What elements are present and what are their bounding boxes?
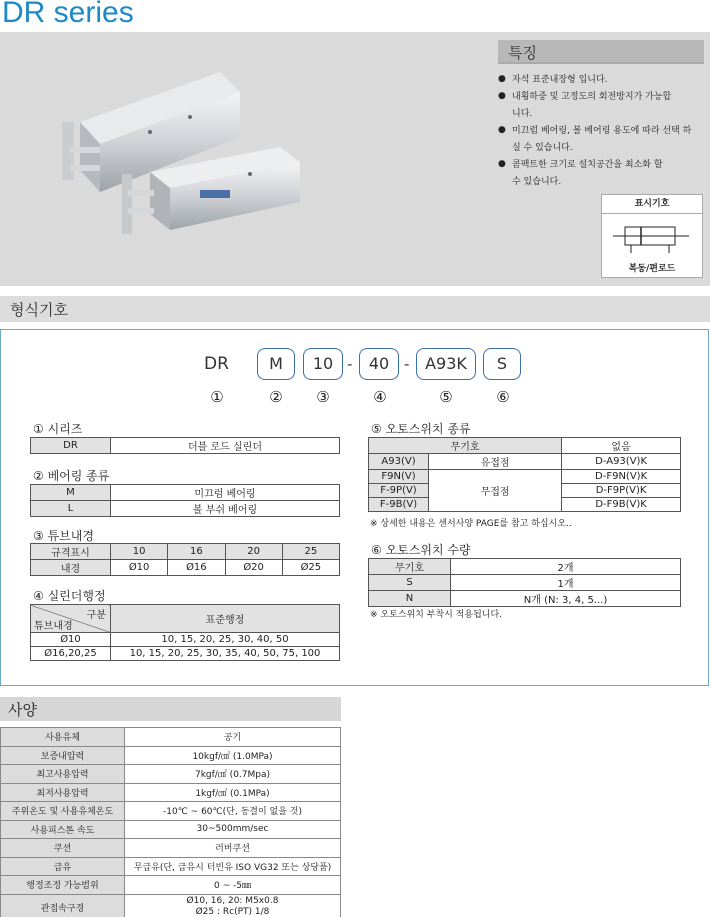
feature-item: ● 내횡하중 및 고정도의 회전방지가 가능합니다. [498, 89, 704, 123]
marker: ① [210, 388, 224, 406]
table-row [1, 783, 341, 802]
port-line: Ø25 : Rc(PT) 1/8 [195, 907, 270, 917]
table-cell: Ø10 [31, 633, 111, 647]
table-cell: 볼 부쉬 베어링 [111, 501, 340, 517]
code-series: DR [204, 354, 229, 374]
code-bearing: M [257, 348, 295, 380]
feature-item: ● 미끄럼 베어링, 볼 베어링 용도에 따라 선택 하실 수 있습니다. [498, 123, 704, 157]
qty-table [368, 558, 681, 607]
table-cell: Ø16,20,25 [31, 647, 111, 661]
table-cell: Ø20 [225, 560, 282, 576]
switch-table [368, 437, 681, 512]
spec-value: 10kgf/㎠ (1.0MPa) [125, 746, 341, 765]
table-row [369, 470, 681, 484]
series-table [30, 437, 340, 454]
feature-item: ● 자석 표준내장형 입니다. [498, 72, 704, 89]
spec-key: 사용유체 [1, 728, 125, 747]
cylinder-symbol-icon [603, 219, 703, 261]
symbol-box [601, 194, 703, 278]
table-cell: Ø16 [168, 560, 225, 576]
table-cell: L [31, 501, 111, 517]
spec-key: 급유 [1, 857, 125, 876]
spec-value [125, 894, 341, 917]
spec-value: 7kgf/㎠ (0.7Mpa) [125, 765, 341, 784]
table-row [369, 575, 681, 591]
code-stroke: 40 [359, 348, 399, 380]
table-row [31, 633, 340, 647]
code-qty: S [483, 348, 521, 380]
table-cell: D-A93(V)K [562, 454, 681, 470]
model-heading: 형식기호 [0, 296, 710, 322]
code-dash: - [404, 355, 410, 373]
series-label: ① 시리즈 [33, 422, 83, 436]
table-row [1, 839, 341, 858]
table-cell: D-F9N(V)K [562, 470, 681, 484]
table-row [1, 857, 341, 876]
table-cell: 더블 로드 실린더 [111, 438, 340, 454]
table-row [1, 728, 341, 747]
table-cell: 유접점 [429, 454, 562, 470]
spec-heading: 사양 [0, 697, 341, 721]
spec-key: 사용피스톤 속도 [1, 820, 125, 839]
table-cell: F9N(V) [369, 470, 429, 484]
marker: ② [269, 388, 283, 406]
code-switch: A93K [416, 348, 476, 380]
spec-key: 최저사용압력 [1, 783, 125, 802]
table-cell: Ø25 [282, 560, 339, 576]
spec-value: -10℃ ~ 60℃(단, 동결이 없을 것) [125, 802, 341, 821]
table-cell: 없음 [562, 438, 681, 454]
stroke-label: ④ 실린더행정 [33, 589, 106, 603]
table-cell: 표준행정 [111, 605, 340, 633]
spec-key: 최고사용압력 [1, 765, 125, 784]
port-line: Ø10, 16, 20: M5x0.8 [186, 896, 279, 906]
table-row [31, 501, 340, 517]
table-row [1, 820, 341, 839]
table-row [369, 438, 681, 454]
table-cell: D-F9P(V)K [562, 484, 681, 498]
table-cell: M [31, 485, 111, 501]
table-row [31, 544, 340, 560]
table-row [369, 454, 681, 470]
spec-value: 30~500mm/sec [125, 820, 341, 839]
spec-value: 무급유(단, 급유시 터빈유 ISO VG32 또는 상당품) [125, 857, 341, 876]
table-row [31, 647, 340, 661]
switch-note: ※ 상세한 내용은 센서사양 PAGE를 참고 하십시오.. [370, 519, 572, 529]
table-cell: 규격표시 [31, 544, 111, 560]
spec-key: 관접속구경 [1, 894, 125, 917]
spec-value: 공기 [125, 728, 341, 747]
table-cell: D-F9B(V)K [562, 498, 681, 512]
table-cell: 무기호 [369, 559, 451, 575]
table-cell: 무접점 [429, 470, 562, 512]
table-cell: S [369, 575, 451, 591]
table-cell: 16 [168, 544, 225, 560]
bore-table [30, 543, 340, 576]
table-cell: 10, 15, 20, 25, 30, 40, 50 [111, 633, 340, 647]
table-cell: N [369, 591, 451, 607]
table-cell: 20 [225, 544, 282, 560]
table-row [31, 605, 340, 633]
table-cell: 1개 [451, 575, 681, 591]
spec-key: 보증내압력 [1, 746, 125, 765]
table-cell: 내경 [31, 560, 111, 576]
code-dash: - [347, 355, 353, 373]
table-row [1, 894, 341, 917]
table-row [369, 591, 681, 607]
symbol-heading: 표시기호 [602, 195, 702, 214]
qty-note: ※ 오토스위치 부착시 적용됩니다. [370, 610, 503, 620]
features-heading: 특징 [498, 40, 704, 64]
marker: ⑤ [439, 388, 453, 406]
table-row [31, 438, 340, 454]
table-cell: A93(V) [369, 454, 429, 470]
spec-value: 1kgf/㎠ (0.1MPa) [125, 783, 341, 802]
marker: ④ [373, 388, 387, 406]
table-cell: 25 [282, 544, 339, 560]
table-cell: F-9B(V) [369, 498, 429, 512]
page-title: DR series [2, 0, 134, 29]
spec-key: 행정조정 가능범위 [1, 876, 125, 895]
table-cell: F-9P(V) [369, 484, 429, 498]
marker: ⑥ [496, 388, 510, 406]
table-cell: 10, 15, 20, 25, 30, 35, 40, 50, 75, 100 [111, 647, 340, 661]
features-box [498, 40, 704, 191]
table-cell: N개 (N: 3, 4, 5...) [451, 591, 681, 607]
stroke-table [30, 604, 340, 661]
table-cell: DR [31, 438, 111, 454]
symbol-caption: 복동/편로드 [628, 264, 676, 274]
spec-value: 0 ~ -5㎜ [125, 876, 341, 895]
feature-item: ● 콤팩트한 크기로 설치공간을 최소화 할 수 있습니다. [498, 157, 704, 191]
marker: ③ [316, 388, 330, 406]
table-cell: Ø10 [111, 560, 168, 576]
corner-cell [31, 605, 111, 633]
bore-label: ③ 튜브내경 [33, 529, 94, 543]
bearing-table [30, 484, 340, 517]
features-list [498, 72, 704, 191]
qty-label: ⑥ 오토스위치 수량 [371, 543, 471, 557]
table-row [31, 560, 340, 576]
table-row [1, 765, 341, 784]
corner-bottom: 튜브내경 [34, 621, 73, 632]
table-row [31, 485, 340, 501]
spec-key: 쿠션 [1, 839, 125, 858]
table-row [1, 802, 341, 821]
table-cell: 2개 [451, 559, 681, 575]
code-bore: 10 [303, 348, 343, 380]
table-cell: 10 [111, 544, 168, 560]
table-row [369, 559, 681, 575]
spec-value: 러버쿠션 [125, 839, 341, 858]
table-cell: 무기호 [369, 438, 562, 454]
table-cell: 미끄럼 베어링 [111, 485, 340, 501]
bearing-label: ② 베어링 종류 [33, 469, 110, 483]
table-row [1, 876, 341, 895]
product-image [40, 62, 340, 252]
corner-top: 구분 [86, 610, 106, 621]
table-row [1, 746, 341, 765]
spec-table [0, 727, 341, 917]
spec-key: 주위온도 및 사용유체온도 [1, 802, 125, 821]
switch-label: ⑤ 오토스위치 종류 [371, 422, 471, 436]
